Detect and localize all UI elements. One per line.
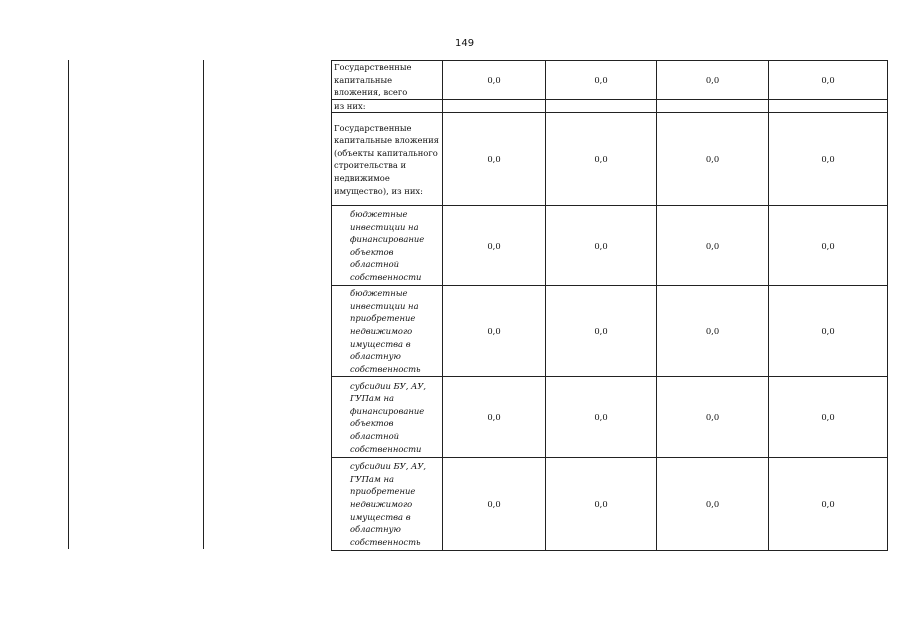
row-label: субсидии БУ, АУ, ГУПам на финансирование объектов областной собственности <box>332 377 443 458</box>
value-cell: 0,0 <box>546 61 657 100</box>
row-label: Государственные капитальные вложения (объекты капитального строительства и недвижимое имущество), из них: <box>332 113 443 206</box>
value-cell: 0,0 <box>443 458 546 551</box>
table-row <box>332 458 888 551</box>
value-cell: 0,0 <box>657 113 769 206</box>
value-cell <box>657 99 769 113</box>
row-label: бюджетные инвестиции на финансирование объектов областной собственности <box>332 206 443 286</box>
row-label: бюджетные инвестиции на приобретение недвижимого имущества в областную собственность <box>332 286 443 377</box>
value-cell: 0,0 <box>769 286 888 377</box>
value-cell: 0,0 <box>546 458 657 551</box>
table-row <box>332 286 888 377</box>
value-cell: 0,0 <box>443 61 546 100</box>
table-row <box>332 113 888 206</box>
page-number: 149 <box>455 38 475 49</box>
value-cell: 0,0 <box>657 377 769 458</box>
value-cell: 0,0 <box>443 113 546 206</box>
value-cell: 0,0 <box>546 113 657 206</box>
value-cell: 0,0 <box>443 286 546 377</box>
table-row <box>332 61 888 100</box>
value-cell: 0,0 <box>769 377 888 458</box>
value-cell: 0,0 <box>546 206 657 286</box>
value-cell: 0,0 <box>769 458 888 551</box>
value-cell: 0,0 <box>443 206 546 286</box>
left-column-divider <box>68 60 69 549</box>
middle-column-divider <box>203 60 204 549</box>
value-cell <box>769 99 888 113</box>
capital-investment-table <box>331 60 888 551</box>
value-cell <box>546 99 657 113</box>
value-cell: 0,0 <box>657 206 769 286</box>
value-cell: 0,0 <box>657 286 769 377</box>
value-cell: 0,0 <box>443 377 546 458</box>
value-cell: 0,0 <box>769 113 888 206</box>
value-cell: 0,0 <box>546 286 657 377</box>
value-cell: 0,0 <box>769 206 888 286</box>
table-row <box>332 206 888 286</box>
row-label: субсидии БУ, АУ, ГУПам на приобретение недвижимого имущества в областную собственность <box>332 458 443 551</box>
row-label: из них: <box>332 99 443 113</box>
row-label: Государственные капитальные вложения, всего <box>332 61 443 100</box>
value-cell: 0,0 <box>546 377 657 458</box>
value-cell: 0,0 <box>769 61 888 100</box>
table-row <box>332 377 888 458</box>
value-cell: 0,0 <box>657 458 769 551</box>
value-cell: 0,0 <box>657 61 769 100</box>
table-row <box>332 99 888 113</box>
value-cell <box>443 99 546 113</box>
